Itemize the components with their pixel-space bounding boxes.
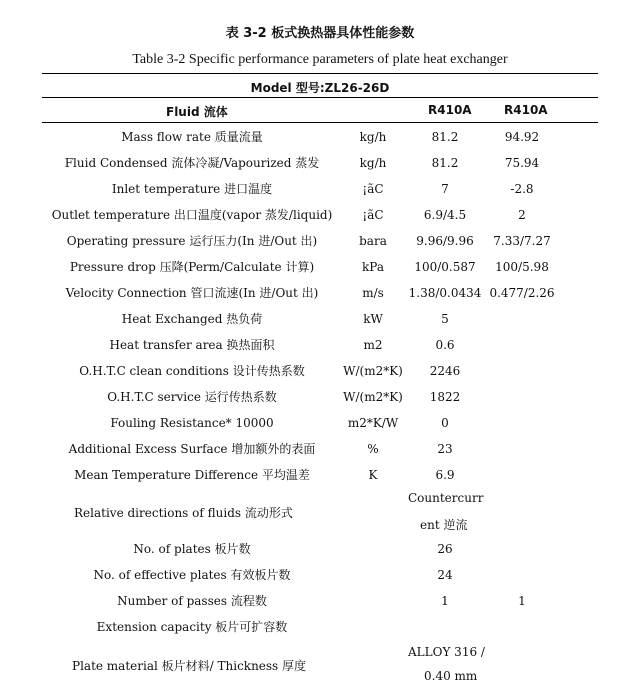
unit-cell: K	[368, 468, 378, 482]
material-param: Plate material 板片材料/ Thickness 厚度	[72, 659, 307, 673]
table-title-en: Table 3-2 Specific performance parameters of plate heat exchanger	[132, 52, 508, 67]
table-row	[42, 536, 598, 562]
table-row	[42, 384, 598, 410]
param-cell: Heat Exchanged 热负荷	[121, 312, 263, 326]
value1-cell: 26	[437, 542, 453, 556]
table-row	[42, 254, 598, 280]
unit-cell: %	[367, 442, 379, 456]
value1-cell: 0.6	[435, 338, 455, 352]
header-col2: R410A	[504, 103, 548, 117]
table-row	[42, 614, 598, 640]
table-row	[42, 436, 598, 462]
param-cell: Fouling Resistance* 10000	[110, 416, 274, 430]
value2-cell: 75.94	[504, 156, 540, 170]
param-cell: Heat transfer area 换热面积	[109, 338, 275, 352]
unit-cell: ¡ãC	[362, 208, 384, 222]
table-row	[42, 150, 598, 176]
relative-param: Relative directions of fluids 流动形式	[74, 506, 293, 520]
value1-cell: 5	[441, 312, 449, 326]
header-fluid: Fluid 流体	[166, 105, 228, 119]
model-label: Model 型号:ZL26-26D	[250, 81, 390, 95]
param-cell: No. of effective plates 有效板片数	[93, 568, 291, 582]
value1-cell: 81.2	[431, 130, 459, 144]
unit-cell: kg/h	[359, 156, 387, 170]
param-cell: No. of plates 板片数	[133, 542, 251, 556]
table-row	[42, 306, 598, 332]
table-row	[42, 588, 598, 614]
value1-cell: 1	[441, 594, 449, 608]
unit-cell: m2*K/W	[347, 416, 399, 430]
header-col1: R410A	[428, 103, 472, 117]
table-row	[42, 562, 598, 588]
value1-cell: 6.9/4.5	[423, 208, 467, 222]
unit-cell: bara	[359, 234, 387, 248]
table-title-cn: 表 3-2 板式换热器具体性能参数	[225, 26, 415, 41]
unit-cell: m/s	[362, 286, 384, 300]
model-rule	[42, 97, 598, 98]
table-row	[42, 124, 598, 150]
param-cell: Mass flow rate 质量流量	[121, 130, 263, 144]
header-rule	[42, 122, 598, 123]
value1-cell: 1822	[429, 390, 461, 404]
relative-v1-line2: ent 逆流	[420, 518, 468, 532]
table-row	[42, 202, 598, 228]
param-cell: Additional Excess Surface 增加额外的表面	[68, 442, 316, 456]
value2-cell: 100/5.98	[495, 260, 549, 274]
param-cell: O.H.T.C clean conditions 设计传热系数	[79, 364, 305, 378]
top-rule	[42, 73, 598, 74]
value1-cell: 1.38/0.0434	[408, 286, 482, 300]
value2-cell: 2	[518, 208, 526, 222]
value2-cell: 1	[518, 594, 526, 608]
table-row	[42, 410, 598, 436]
table-row	[42, 462, 598, 488]
value2-cell: 94.92	[504, 130, 540, 144]
value1-cell: 0	[441, 416, 449, 430]
unit-cell: ¡ãC	[362, 182, 384, 196]
param-cell: Velocity Connection 管口流速(In 进/Out 出)	[65, 286, 319, 300]
param-cell: Mean Temperature Difference 平均温差	[74, 468, 310, 482]
unit-cell: W/(m2*K)	[343, 390, 403, 404]
value1-cell: 9.96/9.96	[416, 234, 474, 248]
material-v1-line1: ALLOY 316 /	[408, 645, 485, 659]
value1-cell: 81.2	[431, 156, 459, 170]
value2-cell: -2.8	[510, 182, 534, 196]
value1-cell: 24	[437, 568, 453, 582]
value2-cell: 0.477/2.26	[489, 286, 555, 300]
value1-cell: 2246	[429, 364, 461, 378]
value2-cell: 7.33/7.27	[493, 234, 551, 248]
value1-cell: 23	[437, 442, 453, 456]
param-cell: Pressure drop 压降(Perm/Calculate 计算)	[69, 260, 315, 274]
table-row	[42, 332, 598, 358]
table-row	[42, 358, 598, 384]
param-cell: Fluid Condensed 流体冷凝/Vapourized 蒸发	[64, 156, 320, 170]
unit-cell: kg/h	[359, 130, 387, 144]
value1-cell: 7	[441, 182, 449, 196]
material-v1-line2: 0.40 mm	[424, 669, 478, 683]
unit-cell: W/(m2*K)	[343, 364, 403, 378]
table-row	[42, 228, 598, 254]
unit-cell: kW	[363, 312, 383, 326]
relative-v1-line1: Countercurr	[408, 491, 484, 505]
param-cell: Inlet temperature 进口温度	[111, 182, 273, 196]
value1-cell: 100/0.587	[414, 260, 476, 274]
param-cell: Extension capacity 板片可扩容数	[96, 620, 288, 634]
param-cell: Number of passes 流程数	[117, 594, 267, 608]
param-cell: O.H.T.C service 运行传热系数	[107, 390, 277, 404]
param-cell: Operating pressure 运行压力(In 进/Out 出)	[66, 234, 318, 248]
unit-cell: kPa	[362, 260, 384, 274]
param-cell: Outlet temperature 出口温度(vapor 蒸发/liquid)	[51, 208, 333, 222]
table-row	[42, 280, 598, 306]
value1-cell: 6.9	[435, 468, 455, 482]
unit-cell: m2	[363, 338, 383, 352]
table-row	[42, 176, 598, 202]
